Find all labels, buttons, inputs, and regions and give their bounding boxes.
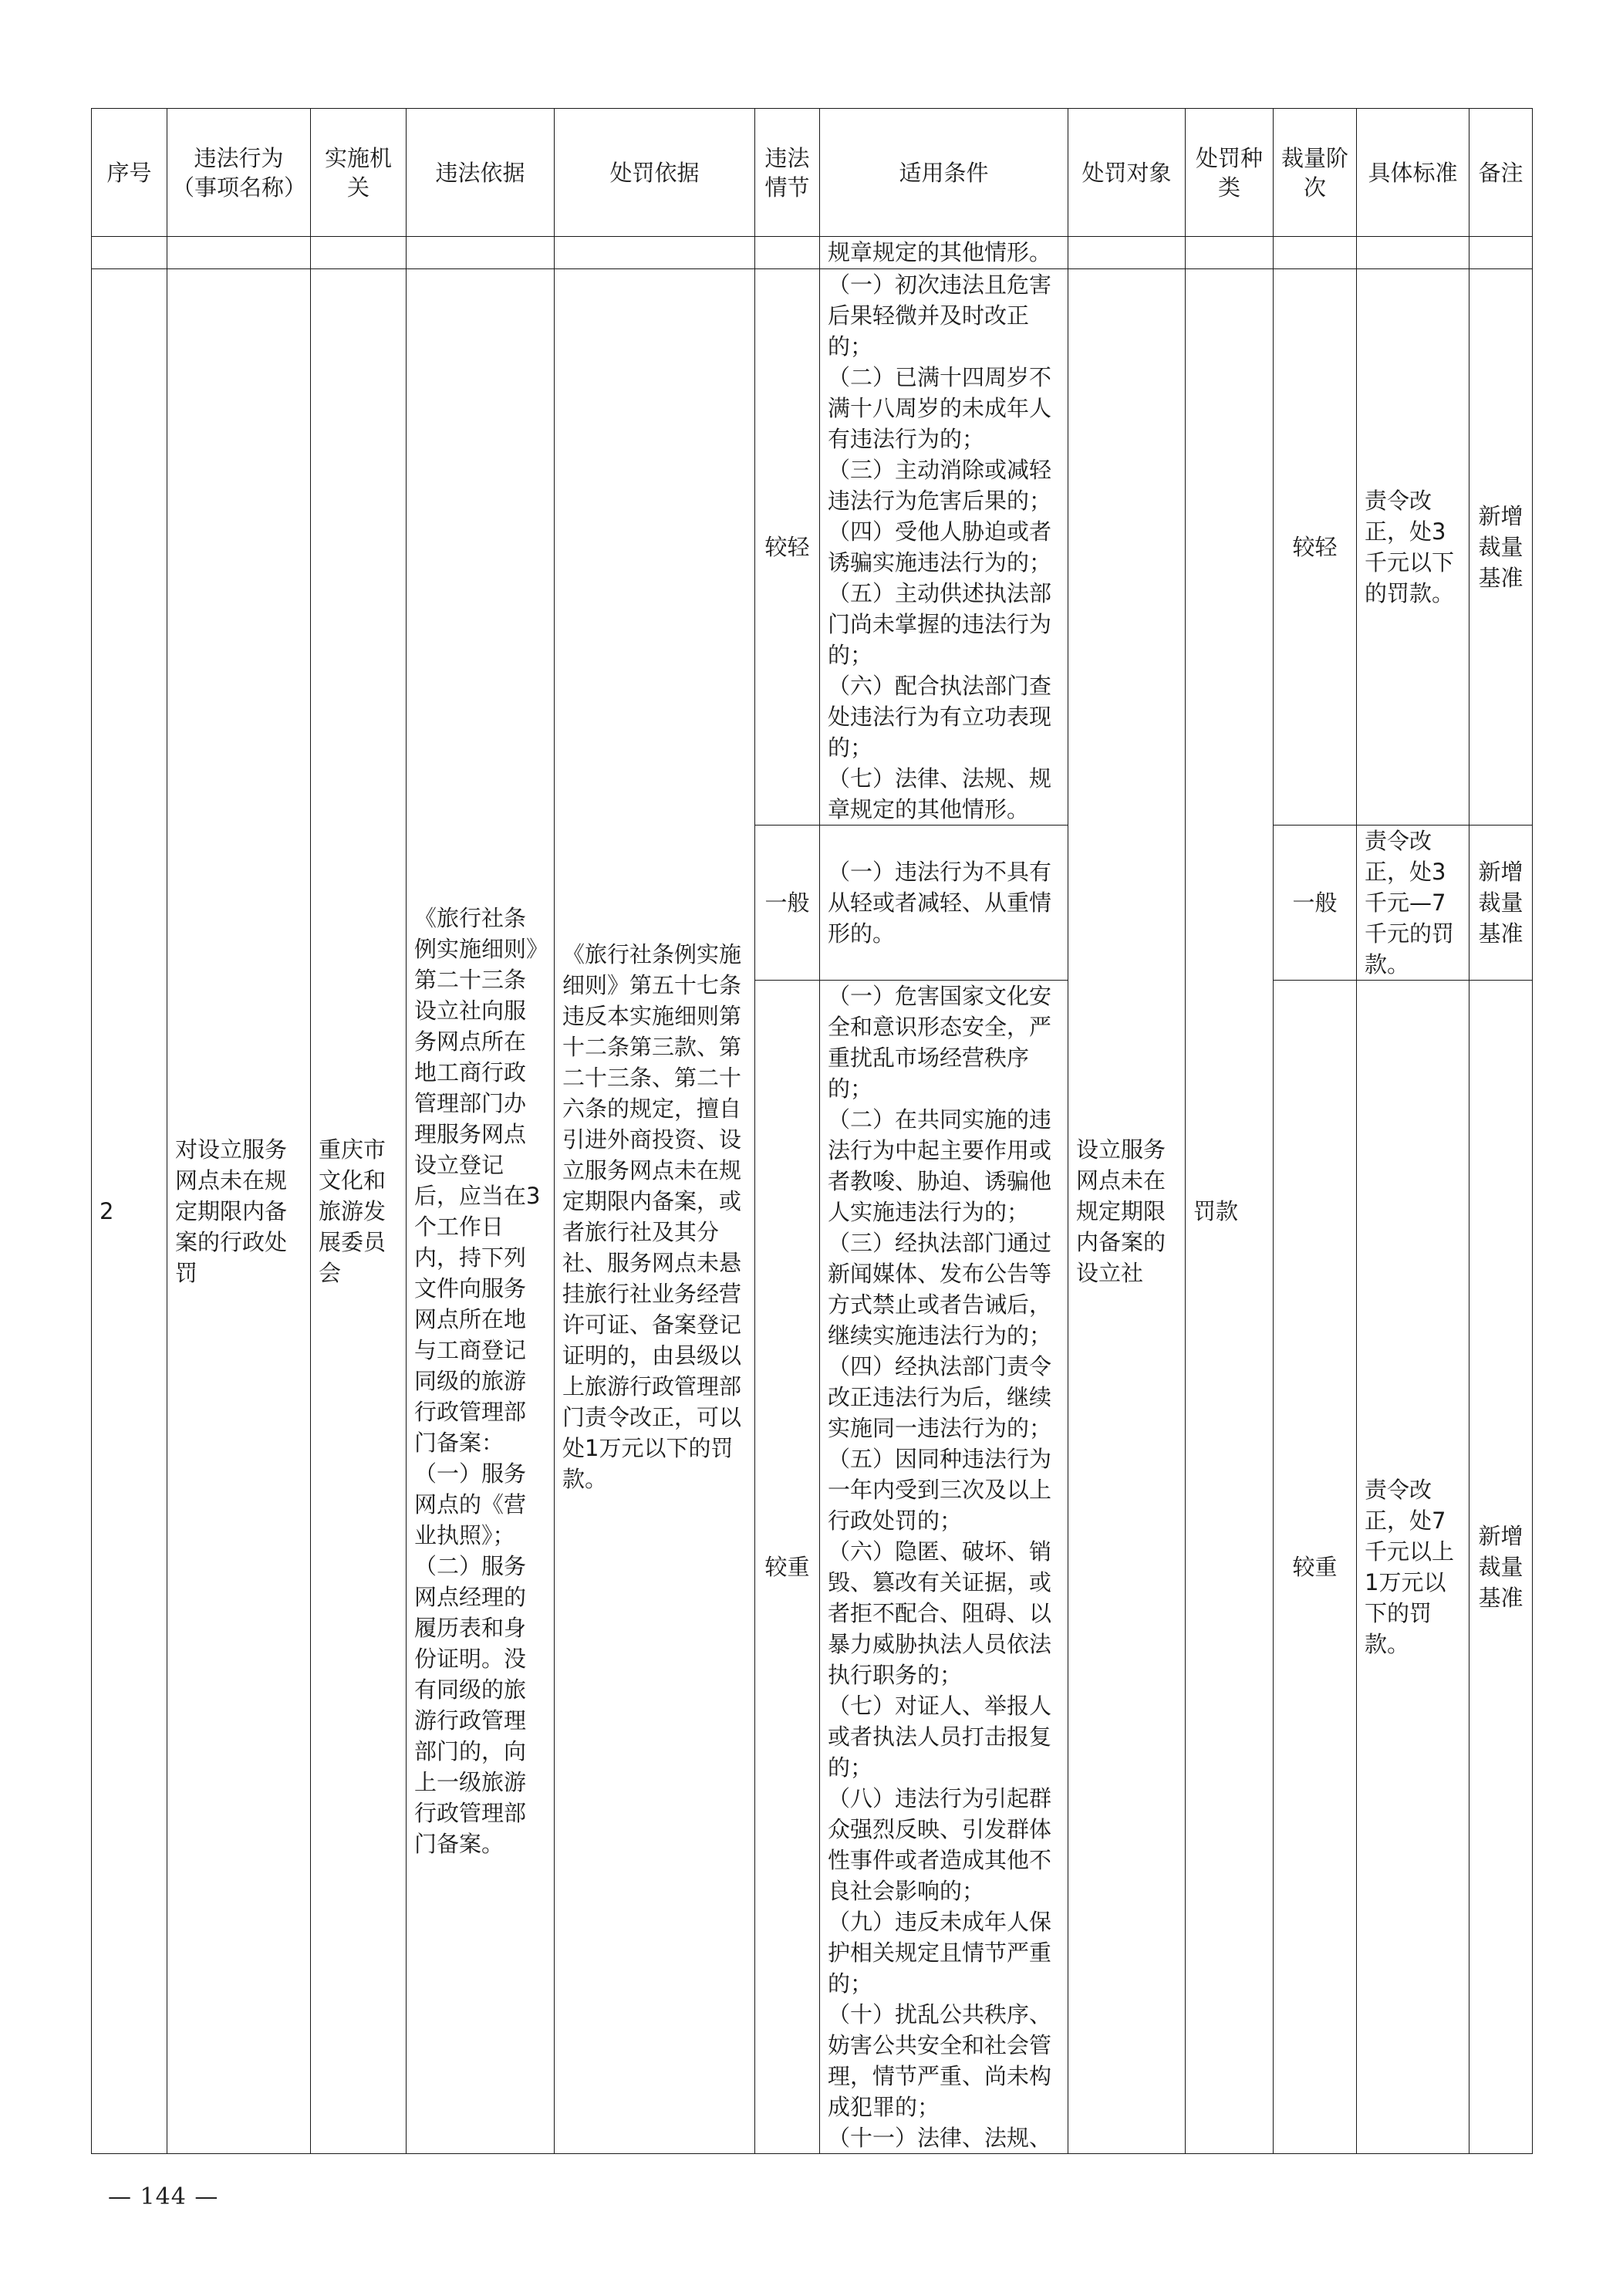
tier-1-level: 较轻 [1274, 269, 1357, 826]
header-violation: 违法行为（事项名称） [167, 109, 311, 237]
tier-1-note: 新增裁量基准 [1469, 269, 1533, 826]
condition-item: （六）隐匿、破坏、销毁、篡改有关证据，或者拒不配合、阻碍、以暴力威胁执法人员依法执行职务的； [828, 1538, 1052, 1688]
condition-item: （五）因同种违法行为一年内受到三次及以上行政处罚的； [828, 1446, 1052, 1534]
condition-item: （十一）法律、法规、 [828, 2125, 1052, 2151]
header-basis-penalty: 处罚依据 [555, 109, 755, 237]
tier-3-standard: 责令改正，处7千元以上1万元以下的罚款。 [1357, 981, 1469, 2154]
header-basis-violation: 违法依据 [407, 109, 555, 237]
table-header-row [92, 109, 1533, 237]
header-note: 备注 [1469, 109, 1533, 237]
condition-item: （三）经执法部门通过新闻媒体、发布公告等方式禁止或者告诫后，继续实施违法行为的； [828, 1230, 1052, 1349]
tier-1-conditions [820, 269, 1068, 826]
condition-item: （一）违法行为不具有从轻或者减轻、从重情形的。 [828, 859, 1052, 947]
tier-1-circumstance: 较轻 [755, 269, 820, 826]
continuation-row [92, 237, 1533, 269]
condition-item: （五）主动供述执法部门尚未掌握的违法行为的； [828, 580, 1052, 668]
tier-2-note: 新增裁量基准 [1469, 826, 1533, 981]
continuation-conditions: 规章规定的其他情形。 [820, 237, 1068, 269]
header-seq: 序号 [92, 109, 167, 237]
header-level: 裁量阶次 [1274, 109, 1357, 237]
record-target: 设立服务网点未在规定期限内备案的设立社 [1068, 269, 1186, 2154]
page-number: — 144 — [108, 2183, 219, 2210]
record-basis-penalty: 《旅行社条例实施细则》第五十七条 违反本实施细则第十二条第三款、第二十三条、第二十六条的规定，擅自引进外商投资、设立服务网点未在规定期限内备案，或者旅行社及其分社、服务网点未悬挂旅行社业务经营许可证、备案登记证明的，由县级以上旅游行政管理部门责令改正，可以处1万元以下的罚款。 [555, 269, 755, 2154]
record-seq: 2 [92, 269, 167, 2154]
condition-item: （二）已满十四周岁不满十八周岁的未成年人有违法行为的； [828, 364, 1052, 452]
condition-item: （八）违法行为引起群众强烈反映、引发群体性事件或者造成其他不良社会影响的； [828, 1785, 1052, 1904]
header-agency: 实施机关 [311, 109, 407, 237]
record-basis-violation: 《旅行社条例实施细则》第二十三条 设立社向服务网点所在地工商行政管理部门办理服务网点设立登记后，应当在3个工作日内，持下列文件向服务网点所在地与工商登记同级的旅游行政管理部门备案：（一）服务网点的《营业执照》；（二）服务网点经理的履历表和身份证明。没有同级的旅游行政管理部门的，向上一级旅游行政管理部门备案。 [407, 269, 555, 2154]
tier-3-conditions [820, 981, 1068, 2154]
condition-item: （三）主动消除或减轻违法行为危害后果的； [828, 457, 1052, 514]
tier-2-level: 一般 [1274, 826, 1357, 981]
header-target: 处罚对象 [1068, 109, 1186, 237]
tier-3-note: 新增裁量基准 [1469, 981, 1533, 2154]
tier-2-standard: 责令改正，处3千元—7千元的罚款。 [1357, 826, 1469, 981]
condition-item: （四）受他人胁迫或者诱骗实施违法行为的； [828, 518, 1052, 576]
header-penalty-type: 处罚种类 [1186, 109, 1274, 237]
penalty-standard-table [91, 108, 1533, 2154]
tier-1-standard: 责令改正，处3千元以下的罚款。 [1357, 269, 1469, 826]
condition-item: （一）危害国家文化安全和意识形态安全，严重扰乱市场经营秩序的； [828, 983, 1052, 1102]
condition-item: （四）经执法部门责令改正违法行为后，继续实施同一违法行为的； [828, 1353, 1052, 1441]
condition-item: （七）对证人、举报人或者执法人员打击报复的； [828, 1693, 1052, 1781]
header-circumstance: 违法情节 [755, 109, 820, 237]
condition-item: （六）配合执法部门查处违法行为有立功表现的； [828, 673, 1052, 761]
condition-item: （十）扰乱公共秩序、妨害公共安全和社会管理，情节严重、尚未构成犯罪的； [828, 2001, 1052, 2120]
condition-item: （一）初次违法且危害后果轻微并及时改正的； [828, 272, 1052, 360]
record-penalty-type: 罚款 [1186, 269, 1274, 2154]
tier-2-conditions [820, 826, 1068, 981]
record-violation: 对设立服务网点未在规定期限内备案的行政处罚 [167, 269, 311, 2154]
condition-item: （九）违反未成年人保护相关规定且情节严重的； [828, 1909, 1052, 1997]
tier-2-circumstance: 一般 [755, 826, 820, 981]
tier-3-circumstance: 较重 [755, 981, 820, 2154]
condition-item: （七）法律、法规、规章规定的其他情形。 [828, 765, 1052, 822]
table-row [92, 269, 1533, 826]
record-agency: 重庆市文化和旅游发展委员会 [311, 269, 407, 2154]
header-conditions: 适用条件 [820, 109, 1068, 237]
tier-3-level: 较重 [1274, 981, 1357, 2154]
header-standard: 具体标准 [1357, 109, 1469, 237]
condition-item: （二）在共同实施的违法行为中起主要作用或者教唆、胁迫、诱骗他人实施违法行为的； [828, 1106, 1052, 1225]
